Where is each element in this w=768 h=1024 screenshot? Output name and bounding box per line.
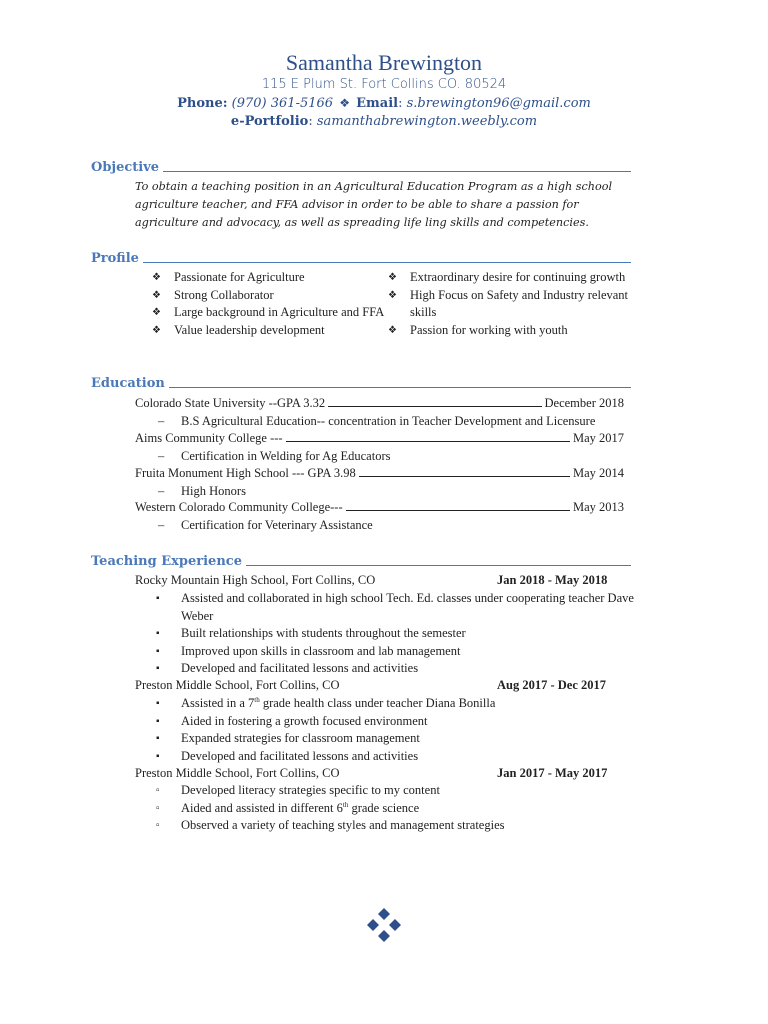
hollow-square-bullet-icon: ▫ xyxy=(156,820,160,831)
job-date: Jan 2018 - May 2018 xyxy=(497,573,608,587)
email-link[interactable]: s.brewington96@gmail.com xyxy=(406,96,591,111)
list-item: ▫ Developed literacy strategies specific to my content xyxy=(150,782,640,800)
separator-icon: ❖ xyxy=(339,96,350,110)
job-header xyxy=(135,765,625,782)
list-item: ❖ Strong Collaborator xyxy=(150,287,386,305)
profile-heading: Profile xyxy=(91,251,631,266)
school-name: Aims Community College --- xyxy=(135,431,283,445)
objective-text: To obtain a teaching position in an Agricultural Education Program as a high school agriculture teacher, and FFA advisor in order to be able to share a passion for agriculture and advocacy, as well as spreading life ling skills and competencies. xyxy=(135,180,613,229)
hollow-square-bullet-icon: ▫ xyxy=(156,785,160,796)
job-place: Rocky Mountain High School, Fort Collins, CO xyxy=(135,573,376,587)
square-bullet-icon: ▪ xyxy=(156,733,160,744)
list-item: ❖ Passion for working with youth xyxy=(386,322,646,340)
list-item: ❖ Value leadership development xyxy=(150,322,386,340)
school-name: Colorado State University --GPA 3.32 xyxy=(135,396,326,410)
job-place: Preston Middle School, Fort Collins, CO xyxy=(135,678,340,692)
job-header xyxy=(135,572,625,589)
list-item: ▫ Observed a variety of teaching styles and management strategies xyxy=(150,817,640,835)
list-item: ❖ Passionate for Agriculture xyxy=(150,269,386,287)
list-item: ▪ Expanded strategies for classroom management xyxy=(150,730,640,748)
diamond-bullet-icon: ❖ xyxy=(388,324,397,336)
school-name: Fruita Monument High School --- GPA 3.98 xyxy=(135,466,356,480)
profile-column-left xyxy=(150,269,386,339)
job-date: Aug 2017 - Dec 2017 xyxy=(497,678,607,692)
candidate-name: Samantha Brewington xyxy=(285,50,483,75)
diamond-bullet-icon: ❖ xyxy=(388,272,397,283)
job-bullets xyxy=(150,782,640,835)
hollow-square-bullet-icon: ▫ xyxy=(156,802,160,814)
square-bullet-icon: ▪ xyxy=(156,698,160,709)
education-date: May 2014 xyxy=(572,466,624,480)
education-heading: Education xyxy=(91,376,631,391)
job-place: Preston Middle School, Fort Collins, CO xyxy=(135,766,340,780)
diamond-cluster-icon xyxy=(365,906,403,944)
education-date: May 2013 xyxy=(572,500,624,514)
diamond-bullet-icon: ❖ xyxy=(388,289,397,301)
list-item: ▫ Aided and assisted in different 6th grade science xyxy=(150,800,640,818)
education-entry xyxy=(135,395,624,412)
job-date: Jan 2017 - May 2017 xyxy=(497,766,608,780)
list-item: ▪ Improved upon skills in classroom and lab management xyxy=(150,643,640,661)
profile-list xyxy=(150,269,650,339)
phone-label: Phone: xyxy=(177,96,228,111)
portfolio-line: e-Portfolio: samanthabrewington.weebly.com xyxy=(230,114,538,129)
education-detail: – Certification in Welding for Ag Educators xyxy=(158,449,391,463)
square-bullet-icon: ▪ xyxy=(156,645,160,657)
education-detail: – Certification for Veterinary Assistance xyxy=(158,518,373,532)
school-name: Western Colorado Community College--- xyxy=(135,500,343,514)
list-item: ▪ Assisted and collaborated in high school Tech. Ed. classes under cooperating teacher Dave Weber xyxy=(156,591,634,623)
list-item: ▪ Built relationships with students throughout the semester xyxy=(150,625,640,643)
education-date: May 2017 xyxy=(572,431,624,445)
job-bullets xyxy=(150,590,640,678)
portfolio-label: e-Portfolio xyxy=(230,114,309,129)
list-item: ▪ Developed and facilitated lessons and activities xyxy=(150,748,640,766)
experience-heading: Teaching Experience xyxy=(91,554,631,569)
list-item: ▪ Assisted in a 7th grade health class under teacher Diana Bonilla xyxy=(150,695,640,713)
resume-header xyxy=(0,50,768,131)
objective-heading: Objective xyxy=(91,160,631,175)
education-entry xyxy=(135,430,624,447)
list-item: ▪ Aided in fostering a growth focused environment xyxy=(150,713,640,731)
list-item: ▪ Developed and facilitated lessons and activities xyxy=(150,660,640,678)
square-bullet-icon: ▪ xyxy=(156,593,160,604)
list-item: ❖ Large background in Agriculture and FFA xyxy=(150,304,386,322)
job-bullets xyxy=(150,695,640,765)
address: 115 E Plum St. Fort Collins CO. 80524 xyxy=(261,77,507,92)
square-bullet-icon: ▪ xyxy=(156,750,160,762)
list-item: ❖ High Focus on Safety and Industry relevant skills xyxy=(388,287,629,319)
list-item: ❖ Extraordinary desire for continuing growth xyxy=(386,269,646,287)
square-bullet-icon: ▪ xyxy=(156,715,160,727)
profile-column-right xyxy=(386,269,646,339)
contact-line: Phone: (970) 361-5166 ❖ Email: s.brewington96@gmail.com xyxy=(177,96,591,111)
education-entry xyxy=(135,465,624,482)
diamond-bullet-icon: ❖ xyxy=(152,324,161,336)
diamond-bullet-icon: ❖ xyxy=(152,307,161,318)
education-date: December 2018 xyxy=(544,396,624,410)
education-detail: – High Honors xyxy=(158,484,246,498)
heading-rule xyxy=(163,171,631,172)
education-detail: – B.S Agricultural Education-- concentration in Teacher Development and Licensure xyxy=(158,414,596,428)
email-label: Email xyxy=(356,96,399,111)
job-header xyxy=(135,677,625,694)
phone-value: (970) 361-5166 xyxy=(231,96,334,111)
diamond-bullet-icon: ❖ xyxy=(152,289,161,301)
heading-rule xyxy=(246,565,631,566)
heading-rule xyxy=(169,387,631,388)
square-bullet-icon: ▪ xyxy=(156,628,160,639)
portfolio-link[interactable]: samanthabrewington.weebly.com xyxy=(316,114,538,129)
square-bullet-icon: ▪ xyxy=(156,663,160,674)
diamond-bullet-icon: ❖ xyxy=(152,272,161,283)
education-entry xyxy=(135,499,624,516)
heading-rule xyxy=(143,262,631,263)
